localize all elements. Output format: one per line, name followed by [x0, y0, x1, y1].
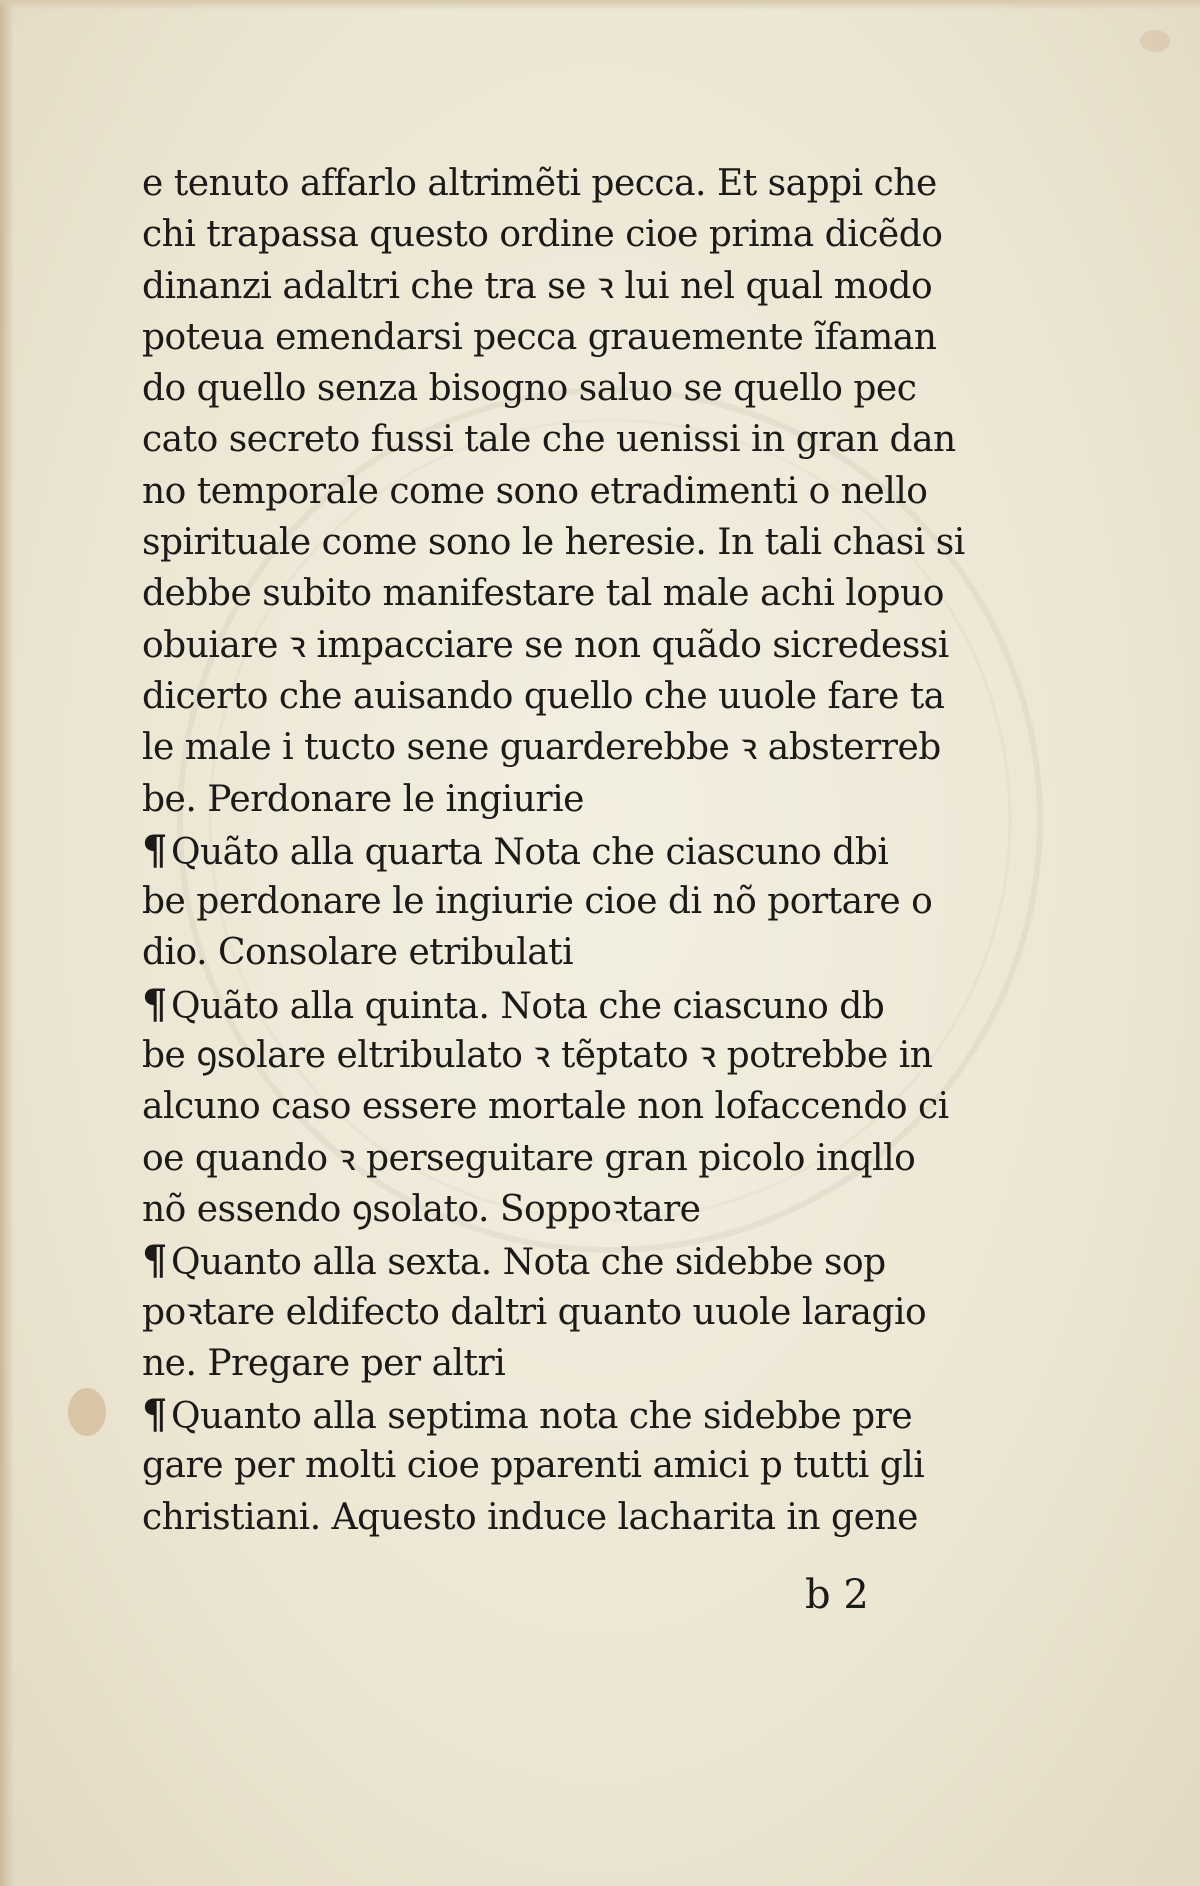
- text-line: chi trapassa questo ordine cioe prima dicẽdo: [142, 214, 943, 256]
- text-line: Quãto alla quarta Nota che ciascuno dbi: [170, 831, 889, 873]
- text-block: [142, 158, 965, 1543]
- paragraph-start-line: [142, 1235, 962, 1286]
- text-line: le male i tucto sene guarderebbe ꝛ absterreb: [142, 727, 941, 769]
- text-line: obuiare ꝛ impacciare se non quãdo sicredessi: [142, 624, 949, 666]
- section-heading-line: ne. Pregare per altri: [142, 1342, 506, 1384]
- text-line: spirituale come sono le heresie. In tali chasi si: [142, 522, 965, 564]
- page-edge-left: [0, 0, 14, 1886]
- text-line: cato secreto fussi tale che uenissi in gran dan: [142, 419, 956, 461]
- page-edge-top: [0, 0, 1200, 10]
- paragraph-start-line: [142, 825, 962, 876]
- text-line: gare per molti cioe pparenti amici p tutti gli: [142, 1445, 925, 1487]
- text-line: dinanzi adaltri che tra se ꝛ lui nel qual modo: [142, 265, 933, 307]
- text-line: poteua emendarsi pecca grauemente ĩfaman: [142, 316, 937, 358]
- text-line: Quãto alla quinta. Nota che ciascuno db: [170, 985, 885, 1027]
- text-line: alcuno caso essere mortale non lofaccendo ci: [142, 1086, 949, 1128]
- foxing-stain: [1140, 30, 1170, 52]
- pilcrow-icon: ¶: [142, 1237, 167, 1285]
- text-line: e tenuto affarlo altrimẽti pecca. Et sappi che: [142, 163, 937, 204]
- section-heading-line: nõ essendo ꝯsolato. Soppoꝛtare: [142, 1188, 701, 1230]
- text-line: be ꝯsolare eltribulato ꝛ tẽptato ꝛ potrebbe in: [142, 1035, 933, 1077]
- text-line: Quanto alla sexta. Nota che sidebbe sop: [170, 1242, 886, 1284]
- text-line: debbe subito manifestare tal male achi lopuo: [142, 573, 944, 615]
- pilcrow-icon: ¶: [142, 826, 167, 874]
- section-heading-line: be. Perdonare le ingiurie: [142, 778, 584, 820]
- text-line: poꝛtare eldifecto daltri quanto uuole laragio: [142, 1291, 927, 1333]
- foxing-stain: [68, 1388, 106, 1436]
- section-heading-line: dio. Consolare etribulati: [142, 932, 574, 974]
- paragraph-start-line: [142, 1389, 962, 1440]
- pilcrow-icon: ¶: [142, 980, 167, 1028]
- paragraph-start-line: [142, 979, 962, 1030]
- signature-mark: b 2: [805, 1572, 869, 1618]
- pilcrow-icon: ¶: [142, 1391, 167, 1439]
- text-line: do quello senza bisogno saluo se quello pec: [142, 368, 917, 410]
- text-line: no temporale come sono etradimenti o nello: [142, 470, 928, 512]
- text-line: christiani. Aquesto induce lacharita in gene: [142, 1496, 918, 1538]
- text-line: Quanto alla septima nota che sidebbe pre: [170, 1396, 913, 1438]
- text-line: be perdonare le ingiurie cioe di nõ portare o: [142, 881, 933, 923]
- text-line: dicerto che auisando quello che uuole fare ta: [142, 675, 945, 717]
- text-line: oe quando ꝛ perseguitare gran picolo inqllo: [142, 1137, 916, 1179]
